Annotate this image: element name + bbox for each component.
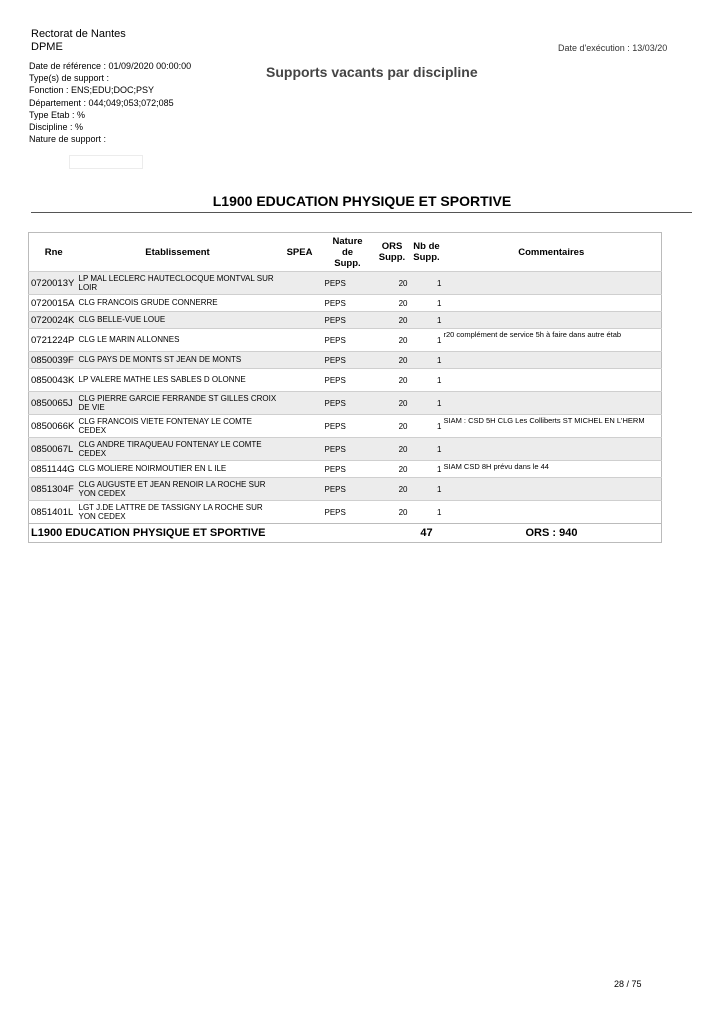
nature-cell: PEPS — [324, 335, 346, 345]
nature-cell: PEPS — [324, 355, 346, 365]
spea-cell — [277, 438, 323, 461]
ors-cell: 20 — [398, 278, 408, 288]
table-row — [29, 312, 662, 329]
page-number: 28 / 75 — [614, 979, 642, 989]
rne-cell: 0850043K — [31, 374, 75, 386]
rne-cell: 0851144G — [31, 463, 75, 475]
comment-cell: SIAM CSD 8H prévu dans le 44 — [443, 462, 549, 471]
spea-cell — [277, 415, 323, 438]
col-ors — [373, 233, 412, 272]
section-title: L1900 EDUCATION PHYSIQUE ET SPORTIVE — [212, 193, 512, 209]
table-row — [29, 501, 662, 524]
ors-cell: 20 — [398, 375, 408, 385]
spea-cell — [277, 461, 323, 478]
table-row — [29, 369, 662, 392]
org-department: DPME — [31, 41, 63, 53]
rne-cell: 0720015A — [31, 297, 75, 309]
etablissement-cell: CLG BELLE-VUE LOUE — [78, 315, 166, 325]
spea-cell — [277, 392, 323, 415]
col-ors-line2: Supp. — [378, 252, 406, 263]
col-nature-line3: Supp. — [334, 257, 361, 269]
nature-cell: PEPS — [324, 375, 346, 385]
comment-cell — [442, 392, 662, 415]
comment-cell — [442, 272, 662, 295]
nb-cell: 1 — [437, 398, 442, 408]
org-name: Rectorat de Nantes — [31, 28, 126, 40]
etablissement-cell: CLG MOLIERE NOIRMOUTIER EN L ILE — [78, 464, 227, 474]
spea-cell — [277, 295, 323, 312]
comment-cell — [442, 352, 662, 369]
ors-cell: 20 — [398, 421, 408, 431]
ors-cell: 20 — [398, 464, 408, 474]
nb-cell: 1 — [437, 355, 442, 365]
col-comments: Commentaires — [518, 246, 585, 258]
ors-cell: 20 — [398, 444, 408, 454]
etablissement-cell: CLG ANDRE TIRAQUEAU FONTENAY LE COMTE CEDEX — [78, 439, 262, 458]
param-function: Fonction : ENS;EDU;DOC;PSY — [29, 85, 155, 96]
rne-cell: 0721224P — [31, 334, 75, 346]
col-ors-line1: ORS — [381, 241, 403, 252]
comment-cell: r20 complément de service 5h à faire dans autre étab — [443, 330, 622, 339]
nb-cell: 1 — [437, 444, 442, 454]
rne-cell: 0850039F — [31, 354, 74, 366]
etablissement-cell: LGT J.DE LATTRE DE TASSIGNY LA ROCHE SUR YON CEDEX — [78, 502, 263, 521]
report-title: Supports vacants par discipline — [266, 64, 478, 80]
param-etab-type: Type Etab : % — [29, 109, 86, 120]
nature-cell: PEPS — [324, 278, 346, 288]
spea-cell — [277, 501, 323, 524]
table-header-row — [29, 233, 662, 272]
ors-cell: 20 — [398, 355, 408, 365]
table-row — [29, 478, 662, 501]
spea-cell — [277, 272, 323, 295]
table-row — [29, 352, 662, 369]
comment-cell — [442, 312, 662, 329]
etablissement-cell: LP MAL LECLERC HAUTECLOCQUE MONTVAL SUR LOIR — [78, 273, 274, 292]
nature-cell: PEPS — [324, 444, 346, 454]
ors-cell: 20 — [398, 507, 408, 517]
total-nb: 47 — [420, 527, 433, 539]
ors-cell: 20 — [398, 315, 408, 325]
etablissement-cell: CLG PIERRE GARCIE FERRANDE ST GILLES CROIX DE VIE — [78, 393, 277, 412]
comment-cell — [442, 369, 662, 392]
total-ors: ORS : 940 — [525, 527, 578, 539]
rne-cell: 0720013Y — [31, 277, 75, 289]
nature-cell: PEPS — [324, 398, 346, 408]
table-row — [29, 461, 662, 478]
table-row — [29, 329, 662, 352]
param-reference-date: Date de référence : 01/09/2020 00:00:00 — [29, 61, 192, 71]
col-nature-line1: Nature — [332, 235, 363, 247]
table-row — [29, 272, 662, 295]
col-nature — [323, 233, 373, 272]
ors-cell: 20 — [398, 398, 408, 408]
param-support-type: Type(s) de support : — [29, 73, 110, 84]
nb-cell: 1 — [437, 484, 442, 494]
comment-cell — [442, 438, 662, 461]
param-department: Département : 044;049;053;072;085 — [29, 97, 174, 108]
spea-cell — [277, 312, 323, 329]
etablissement-cell: LP VALERE MATHE LES SABLES D OLONNE — [78, 375, 246, 385]
spea-cell — [277, 478, 323, 501]
rne-cell: 0851304F — [31, 483, 74, 495]
rne-cell: 0850067L — [31, 443, 74, 455]
ors-cell: 20 — [398, 298, 408, 308]
nature-cell: PEPS — [324, 507, 346, 517]
col-nb-line2: Supp. — [413, 252, 440, 263]
nature-cell: PEPS — [324, 484, 346, 494]
table-row — [29, 392, 662, 415]
col-nb-line1: Nb de — [413, 241, 440, 252]
etablissement-cell: CLG LE MARIN ALLONNES — [78, 335, 180, 345]
nb-cell: 1 — [437, 315, 442, 325]
table-row — [29, 295, 662, 312]
nature-cell: PEPS — [324, 464, 346, 474]
nb-cell: 1 — [437, 421, 442, 431]
section-divider — [31, 212, 692, 213]
nb-cell: 1 — [437, 298, 442, 308]
rne-cell: 0851401L — [31, 506, 74, 518]
rne-cell: 0720024K — [31, 314, 75, 326]
table-row — [29, 415, 662, 438]
nb-cell: 1 — [437, 335, 442, 345]
col-nature-line2: de — [341, 246, 354, 258]
nb-cell: 1 — [437, 375, 442, 385]
nature-cell: PEPS — [324, 298, 346, 308]
comment-cell — [442, 478, 662, 501]
comment-cell — [442, 501, 662, 524]
etablissement-cell: CLG FRANCOIS VIETE FONTENAY LE COMTE CEDEX — [78, 416, 253, 435]
ors-cell: 20 — [398, 484, 408, 494]
total-label: L1900 EDUCATION PHYSIQUE ET SPORTIVE — [31, 527, 266, 539]
etablissement-cell: CLG PAYS DE MONTS ST JEAN DE MONTS — [78, 355, 242, 365]
nature-cell: PEPS — [324, 315, 346, 325]
ors-cell: 20 — [398, 335, 408, 345]
spea-cell — [277, 352, 323, 369]
total-row — [29, 524, 662, 543]
table-row — [29, 438, 662, 461]
etablissement-cell: CLG FRANCOIS GRUDE CONNERRE — [78, 298, 218, 308]
col-etablissement: Etablissement — [145, 246, 210, 258]
param-discipline: Discipline : % — [29, 122, 84, 133]
nb-cell: 1 — [437, 464, 442, 474]
vacancies-table — [28, 232, 662, 543]
nature-cell: PEPS — [324, 421, 346, 431]
col-spea: SPEA — [286, 246, 313, 258]
col-rne: Rne — [44, 246, 63, 258]
etablissement-cell: CLG AUGUSTE ET JEAN RENOIR LA ROCHE SUR YON CEDEX — [78, 479, 266, 498]
report-parameters — [29, 60, 191, 145]
comment-cell: SIAM : CSD 5H CLG Les Colliberts ST MICHEL EN L'HERM — [443, 416, 645, 425]
rne-cell: 0850065J — [31, 397, 73, 409]
rne-cell: 0850066K — [31, 420, 75, 432]
param-support-nature: Nature de support : — [29, 134, 107, 145]
execution-date: Date d'exécution : 13/03/20 — [558, 43, 668, 53]
comment-cell — [442, 295, 662, 312]
nb-cell: 1 — [437, 507, 442, 517]
spea-cell — [277, 369, 323, 392]
spea-cell — [277, 329, 323, 352]
blank-field-box — [69, 155, 143, 169]
nb-cell: 1 — [437, 278, 442, 288]
col-nb — [412, 233, 442, 272]
